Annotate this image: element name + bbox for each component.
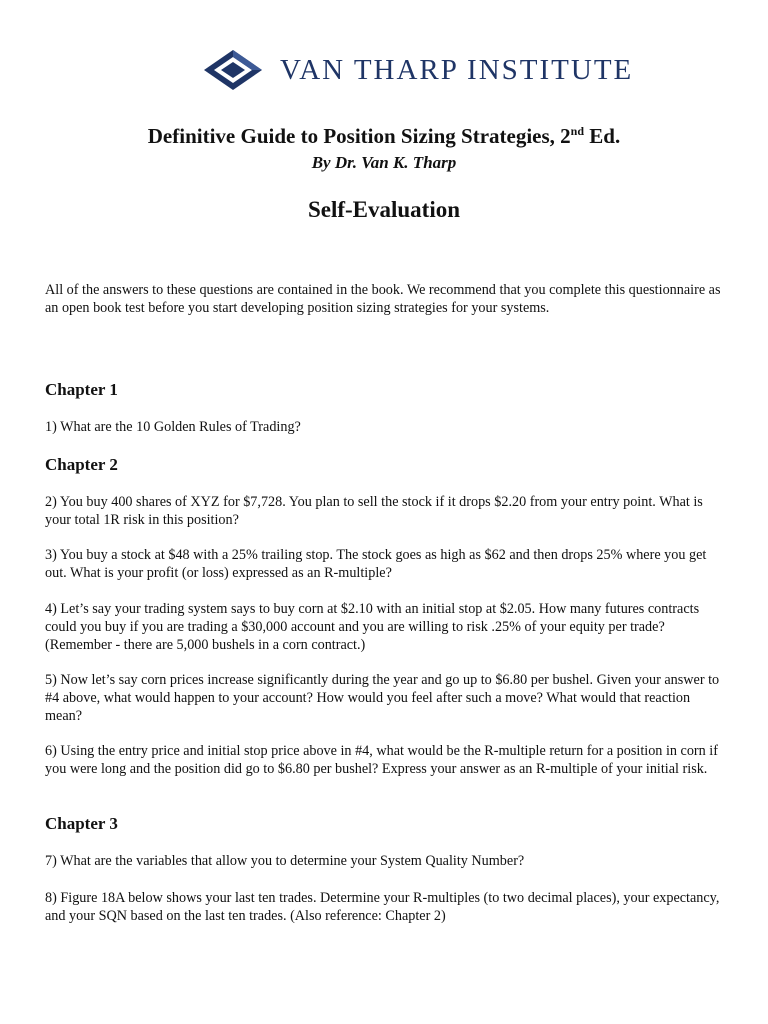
- chapter-1-heading: Chapter 1: [45, 380, 118, 399]
- question-8: 8) Figure 18A below shows your last ten trades. Determine your R-multiples (to two decimal places), your expectancy, and your SQN based on the last ten trades. (Also reference: Chapter 2): [45, 890, 720, 924]
- book-author: By Dr. Van K. Tharp: [311, 153, 457, 172]
- book-title-main: Definitive Guide to Position Sizing Strategies, 2: [147, 124, 571, 148]
- question-6: 6) Using the entry price and initial stop price above in #4, what would be the R-multiple return for a position in corn if you were long and the position did go to $6.80 per bushel? Express your answer as an R-multiple of your initial risk.: [45, 743, 718, 777]
- book-title-superscript: nd: [570, 124, 585, 138]
- chapter-3-heading: Chapter 3: [45, 814, 118, 833]
- book-title-end: Ed.: [584, 124, 621, 148]
- question-3: 3) You buy a stock at $48 with a 25% trailing stop. The stock goes as high as $62 and then drops 25% where you get out. What is your profit (or loss) expressed as an R-multiple?: [45, 547, 707, 581]
- question-5: 5) Now let’s say corn prices increase significantly during the year and go up to $6.80 per bushel. Given your answer to #4 above, what would happen to your account? How would you feel after such a move? What would that reaction mean?: [45, 672, 720, 724]
- question-1: 1) What are the 10 Golden Rules of Trading?: [45, 419, 301, 435]
- question-4: 4) Let’s say your trading system says to buy corn at $2.10 with an initial stop at $2.05. How many futures contracts could you buy if you are trading a $30,000 account and you are willing to risk .25% of your equity per trade? (Remember - there are 5,000 bushels in a corn contract.): [45, 601, 700, 653]
- question-7: 7) What are the variables that allow you to determine your System Quality Number?: [45, 853, 525, 869]
- diamond-logo-icon: [202, 48, 264, 92]
- question-2: 2) You buy 400 shares of XYZ for $7,728. You plan to sell the stock if it drops $2.20 from your entry point. What is your total 1R risk in this position?: [45, 494, 703, 528]
- brand-logo: [202, 48, 633, 92]
- book-title: [0, 124, 768, 149]
- page-heading: Self-Evaluation: [307, 197, 461, 222]
- intro-paragraph: All of the answers to these questions are contained in the book. We recommend that you complete this questionnaire as an open book test before you start developing position sizing strategies for your systems.: [45, 282, 721, 316]
- brand-name: VAN THARP INSTITUTE: [280, 53, 634, 86]
- chapter-2-heading: Chapter 2: [45, 455, 118, 474]
